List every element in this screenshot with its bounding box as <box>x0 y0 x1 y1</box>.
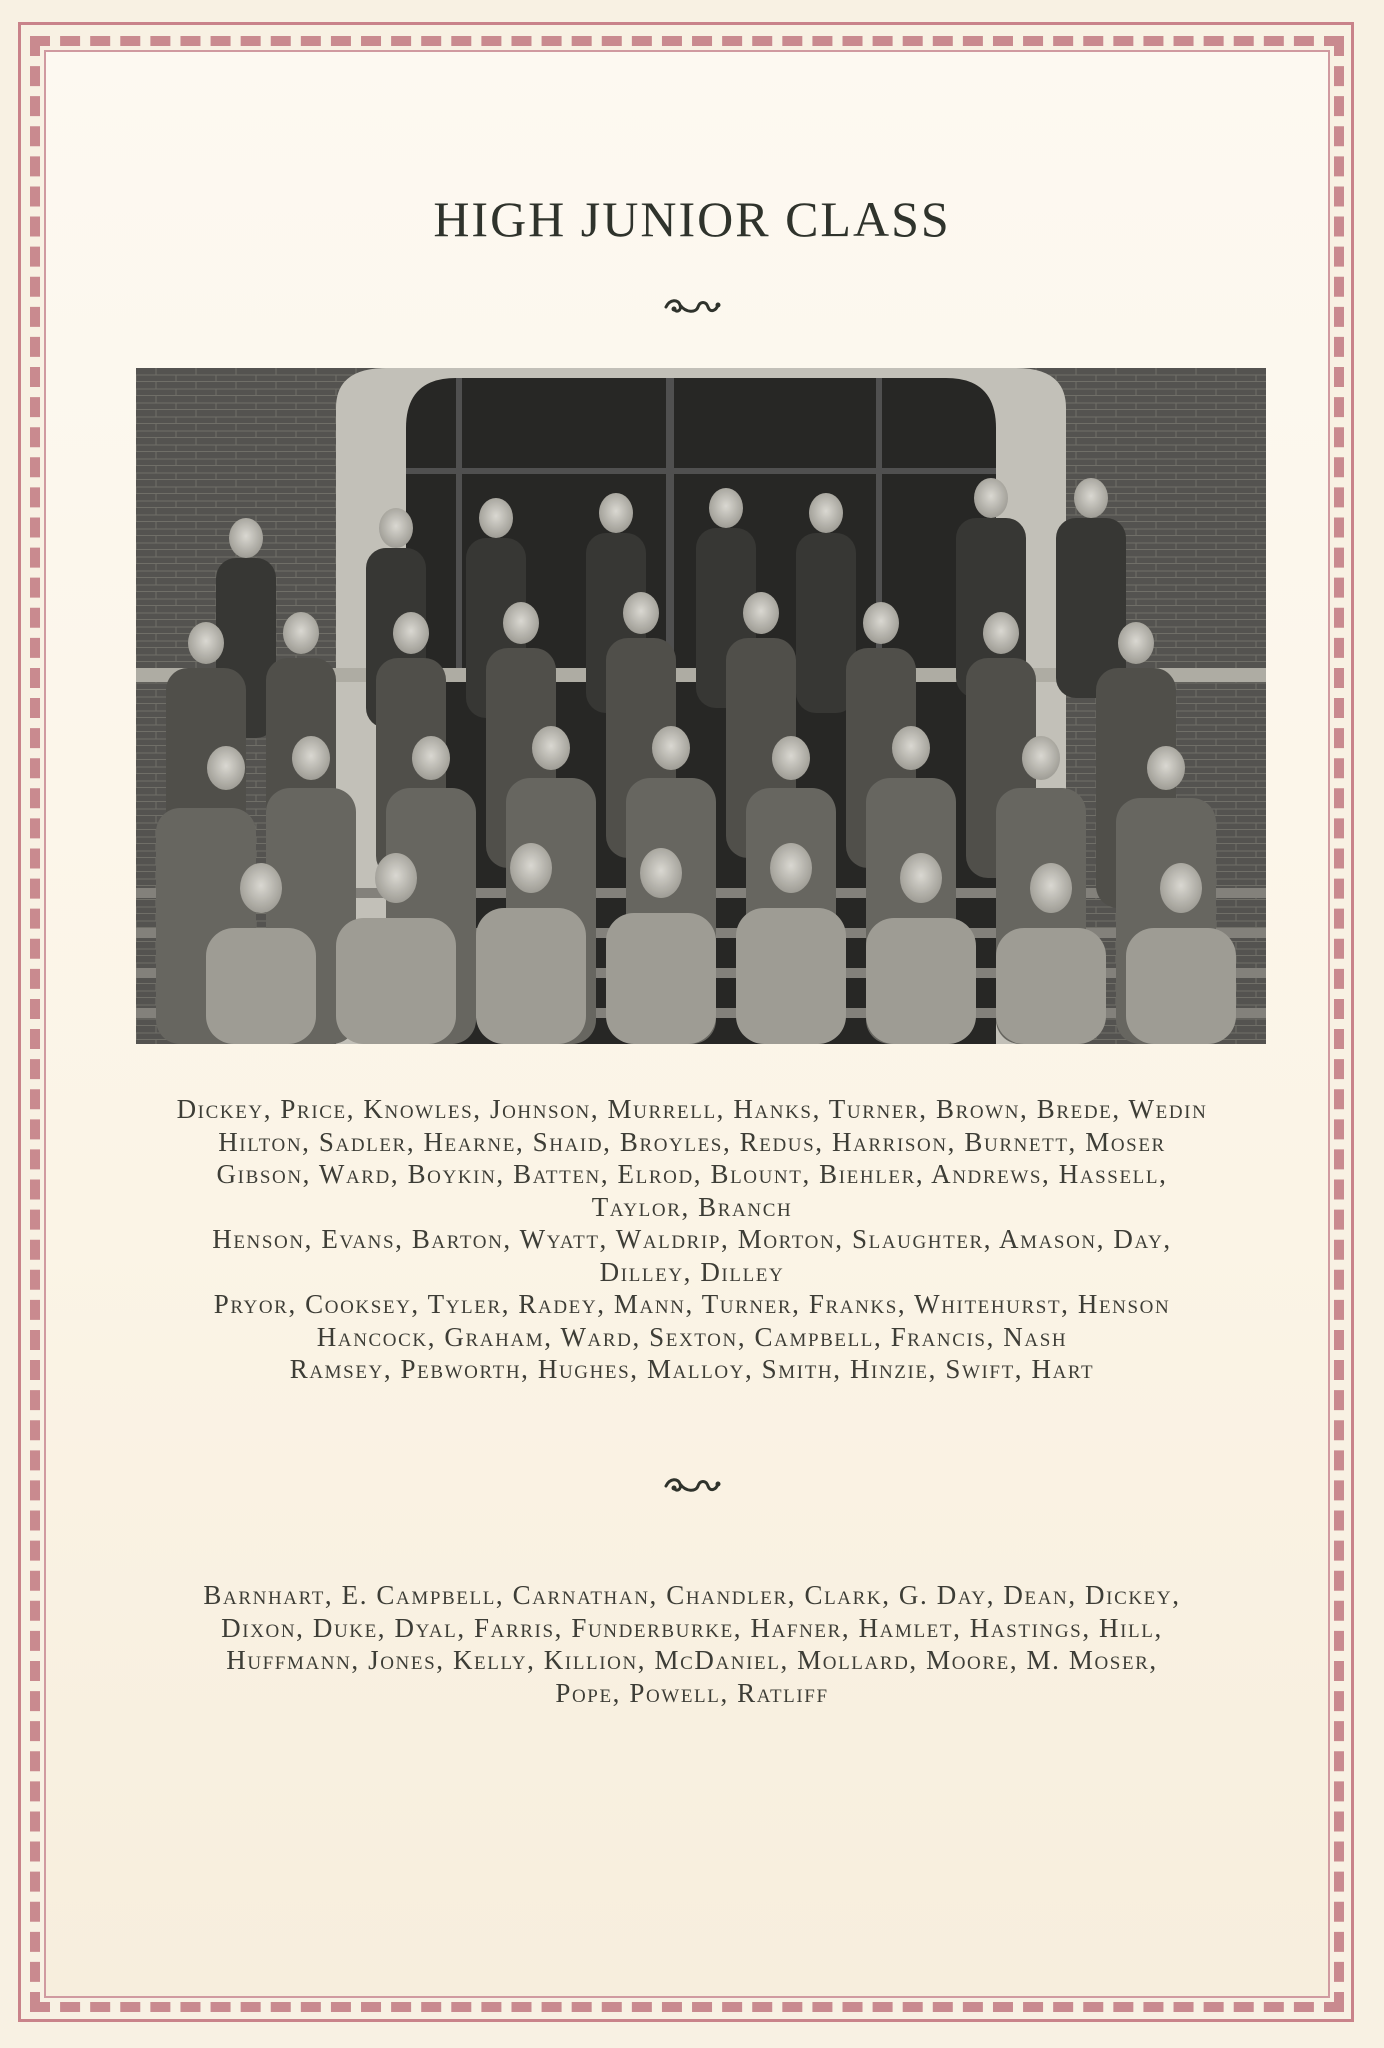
names-line: Hilton, Sadler, Hearne, Shaid, Broyles, Redus, Harrison, Burnett, Moser <box>218 1126 1166 1157</box>
scroll-ornament-icon <box>662 1474 722 1498</box>
names-line: Huffmann, Jones, Kelly, Killion, McDaniel, Mollard, Moore, M. Moser, <box>226 1645 1158 1675</box>
names-line: Dickey, Price, Knowles, Johnson, Murrell, Hanks, Turner, Brown, Brede, Wedin <box>176 1094 1208 1124</box>
student-names-list <box>0 1093 1384 1386</box>
names-line: Gibson, Ward, Boykin, Batten, Elrod, Blount, Biehler, Andrews, Hassell, <box>216 1159 1168 1189</box>
page-title: HIGH JUNIOR CLASS <box>433 191 951 247</box>
names-line: Ramsey, Pebworth, Hughes, Malloy, Smith, Hinzie, Swift, Hart <box>289 1354 1095 1384</box>
scroll-ornament-icon <box>662 295 722 319</box>
names-line: Henson, Evans, Barton, Wyatt, Waldrip, Morton, Slaughter, Amason, Day, <box>212 1224 1172 1254</box>
names-line: Hancock, Graham, Ward, Sexton, Campbell, Francis, Nash <box>316 1321 1068 1352</box>
names-line: Barnhart, E. Campbell, Carnathan, Chandler, Clark, G. Day, Dean, Dickey, <box>203 1580 1181 1610</box>
class-group-photo <box>136 368 1266 1044</box>
names-line: Dixon, Duke, Dyal, Farris, Funderburke, Hafner, Hamlet, Hastings, Hill, <box>221 1612 1163 1643</box>
names-line: Dilley, Dilley <box>599 1256 785 1287</box>
absent-names-list <box>0 1579 1384 1709</box>
names-line: Pryor, Cooksey, Tyler, Radey, Mann, Turner, Franks, Whitehurst, Henson <box>213 1289 1171 1319</box>
names-line: Pope, Powell, Ratliff <box>555 1677 829 1708</box>
names-line: Taylor, Branch <box>591 1191 793 1222</box>
